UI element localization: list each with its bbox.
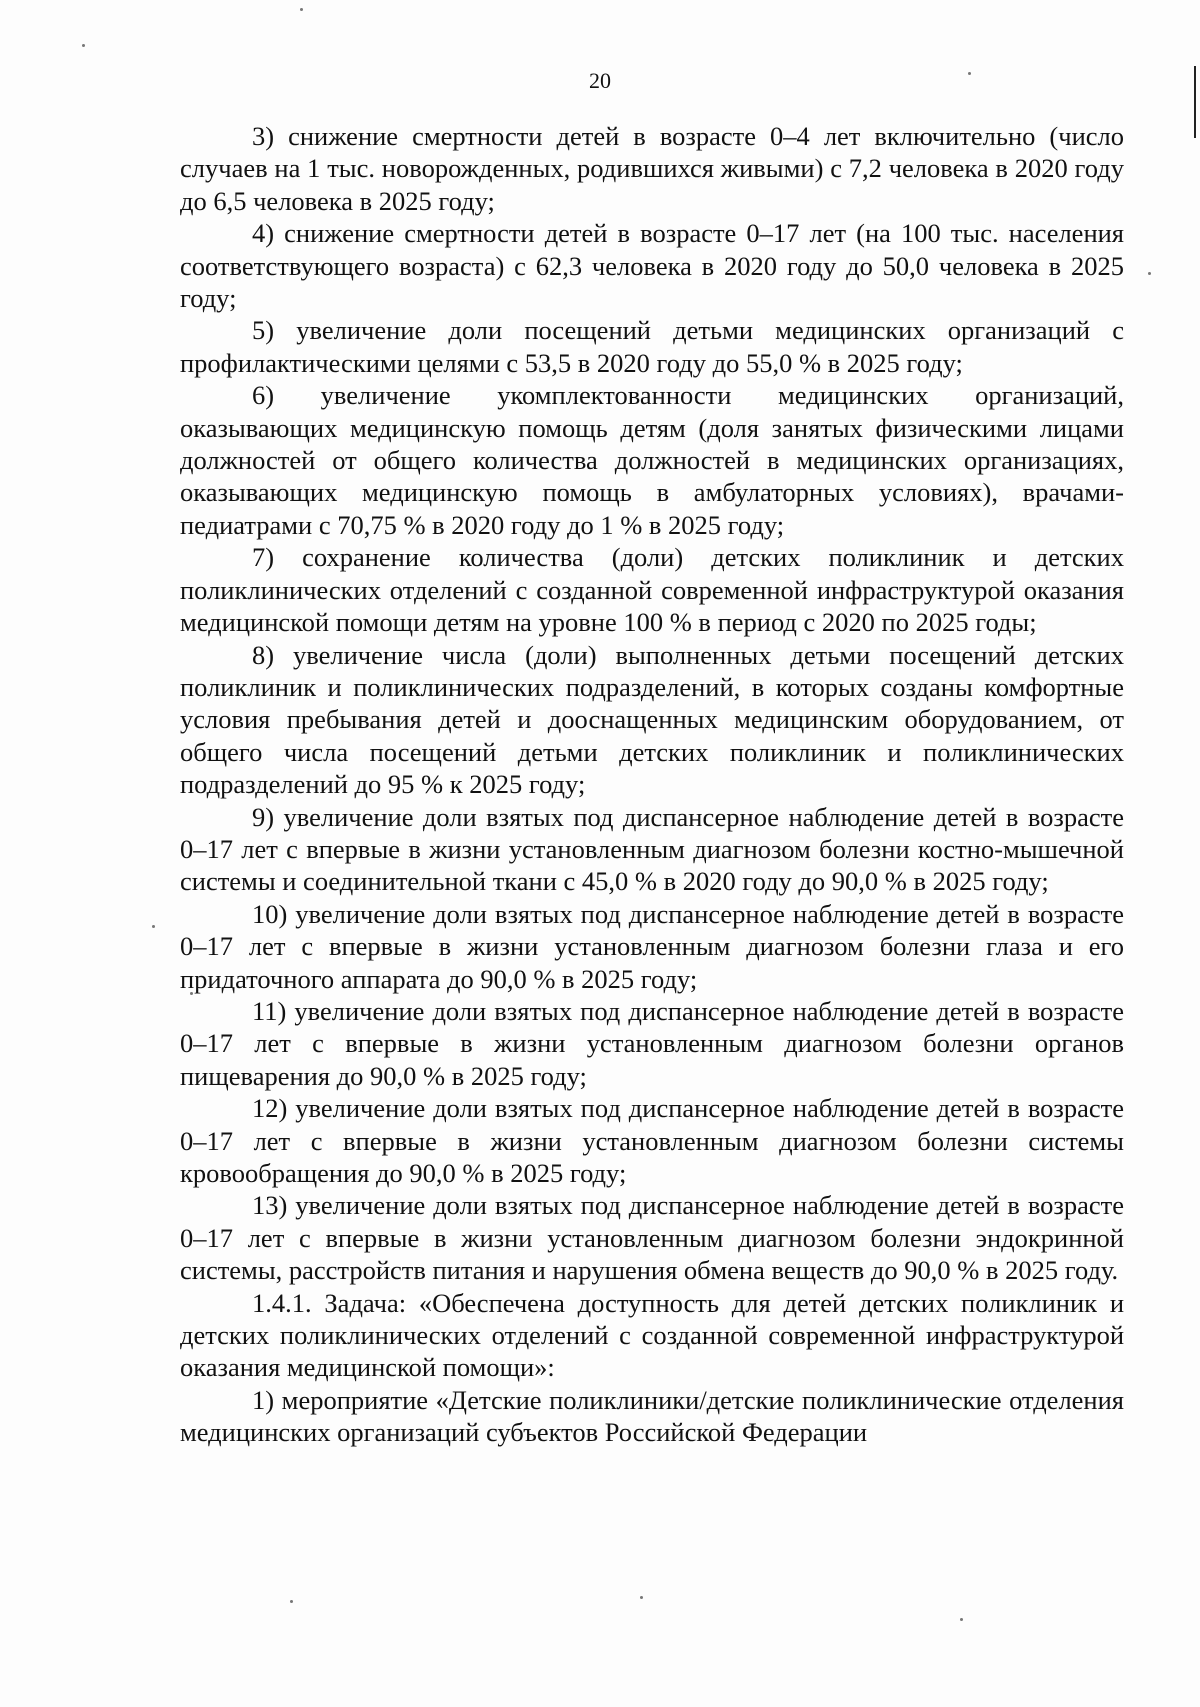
paragraph-item-9: 9) увеличение доли взятых под диспансерное наблюдение детей в возрасте 0–17 лет с впервые в жизни установленным диагнозом болезни костно-мышечной системы и соединительной ткани с 45,0 % в 2020 году до 90,0 % в 2025 году; [180,801,1124,897]
scan-speck [300,8,303,11]
paragraph-item-11: 11) увеличение доли взятых под диспансерное наблюдение детей в возрасте 0–17 лет с впервые в жизни установленным диагнозом болезни органов пищеварения до 90,0 % в 2025 году; [180,995,1124,1091]
paragraph-item-3: 3) снижение смертности детей в возрасте 0–4 лет включительно (число случаев на 1 тыс. новорожденных, родившихся живыми) с 7,2 человека в 2020 году до 6,5 человека в 2025 году; [180,121,1124,216]
paragraph-item-5: 5) увеличение доли посещений детьми медицинских организаций с профилактическими целями с 53,5 в 2020 году до 55,0 % в 2025 году; [180,315,1124,378]
scan-speck [290,1600,293,1603]
paragraph-task-1-4-1: 1.4.1. Задача: «Обеспечена доступность для детей детских поликлиник и детских поликлинических отделений с созданной современной инфраструктурой оказания медицинской помощи»: [180,1287,1124,1383]
scan-speck [152,925,155,928]
paragraph-item-13: 13) увеличение доли взятых под диспансерное наблюдение детей в возрасте 0–17 лет с впервые в жизни установленным диагнозом болезни эндокринной системы, расстройств питания и нарушения обмена веществ до 90,0 % в 2025 году. [180,1190,1124,1286]
scan-speck [1148,272,1151,275]
scan-speck [82,44,85,47]
scan-speck [960,1618,963,1621]
paragraph-item-6: 6) увеличение укомплектованности медицинских организаций, оказывающих медицинскую помощь детям (доля занятых физическими лицами должностей от общего количества должностей в медицинских организациях, оказывающих медицинскую помощь в амбулаторных условиях), врачами-педиатрами с 70,75 % в 2020 году до 1 % в 2025 году; [180,380,1124,540]
paragraph-item-10: 10) увеличение доли взятых под диспансерное наблюдение детей в возрасте 0–17 лет с впервые в жизни установленным диагнозом болезни глаза и его придаточного аппарата до 90,0 % в 2025 году; [180,898,1124,994]
page-number: 20 [589,68,611,93]
document-body [180,120,1124,1449]
paragraph-item-7: 7) сохранение количества (доли) детских поликлиник и детских поликлинических отделений с созданной современной инфраструктурой оказания медицинской помощи детям на уровне 100 % в период с 2020 по 2025 годы; [180,542,1124,638]
paragraph-item-8: 8) увеличение числа (доли) выполненных детьми посещений детских поликлиник и поликлинических подразделений, в которых созданы комфортные условия пребывания детей и дооснащенных медицинским оборудованием, от общего числа посещений детьми детских поликлиник и поликлинических подразделений до 95 % к 2025 году; [180,639,1124,800]
scan-speck [640,1596,643,1599]
paragraph-item-12: 12) увеличение доли взятых под диспансерное наблюдение детей в возрасте 0–17 лет с впервые в жизни установленным диагнозом болезни системы кровообращения до 90,0 % в 2025 году; [180,1093,1124,1188]
paragraph-item-4: 4) снижение смертности детей в возрасте 0–17 лет (на 100 тыс. населения соответствующего возраста) с 62,3 человека в 2020 году до 50,0 человека в 2025 году; [180,218,1124,314]
paragraph-measure-1: 1) мероприятие «Детские поликлиники/детские поликлинические отделения медицинских организаций субъектов Российской Федерации [180,1384,1124,1448]
